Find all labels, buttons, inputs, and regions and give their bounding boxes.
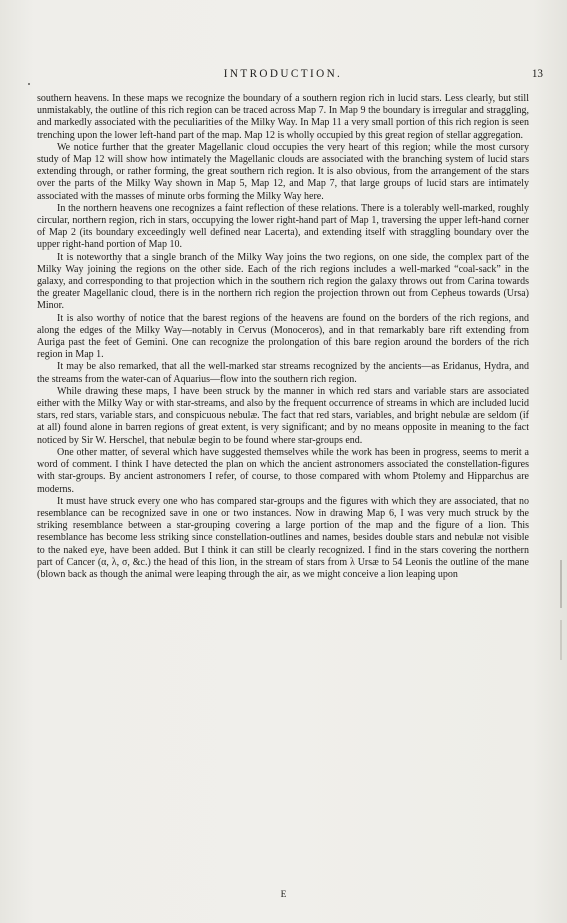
- page-number: 13: [531, 68, 543, 80]
- paragraph: We notice further that the greater Magellanic cloud occupies the very heart of this region; while the most cursory study of Map 12 will show how intimately the Magellanic clouds are associated with the branching system of lucid stars extending through, or rather forming, the great southern rich region. It is also obvious, from the arrangement of the stars over the parts of the Milky Way shown in Map 5, Map 12, and Map 7, that large groups of lucid stars are intimately associated with the masses of minute orbs forming the Milky Way here.: [37, 141, 529, 202]
- page-header: [37, 68, 543, 84]
- paragraph: It may be also remarked, that all the well-marked star streams recognized by the ancients—as Eridanus, Hydra, and the streams from the water-can of Aquarius—flow into the southern rich region.: [37, 361, 529, 385]
- ink-speck: [28, 83, 30, 85]
- page-edge-mark: [560, 620, 562, 660]
- signature-mark: E: [280, 890, 287, 900]
- running-title: INTRODUCTION.: [223, 68, 343, 80]
- paragraph: It is also worthy of notice that the barest regions of the heavens are found on the borders of the rich regions, and along the edges of the Milky Way—notably in Cervus (Monoceros), and in that remarkably bare rift extending from Auriga past the feet of Gemini. One can recognize the prolongation of this bare region around the borders of the rich region in Map 1.: [37, 312, 529, 361]
- paragraph: southern heavens. In these maps we recognize the boundary of a southern region rich in lucid stars. Less clearly, but still unmistakably, the outline of this rich region can be traced across Map 7. In Map 9 the boundary is irregular and straggling, and markedly associated with the peculiarities of the Milky Way. In Map 11 a very small portion of this rich region is seen trenching upon the lower left-hand part of the map. Map 12 is wholly occupied by this great region of stellar aggregation.: [37, 93, 529, 141]
- paragraph: It must have struck every one who has compared star-groups and the figures with which they are associated, that no resemblance can be recognized save in one or two instances. Now in drawing Map 6, I was very much struck by the striking resemblance between a star-grouping covering a large portion of the map and the figure of a lion. This resemblance has become less striking since constellation-outlines and names, besides double stars and nebulæ not visible to the naked eye, have been added. But I think it can still be clearly recognized. I find in the stars covering the northern part of Cancer (α, λ, σ, &c.) the head of this lion, in the stream of stars from λ Ursæ to 54 Leonis the outline of the mane (blown back as though the animal were leaping through the air, as we might conceive a lion leaping upon: [37, 495, 529, 580]
- paragraph: While drawing these maps, I have been struck by the manner in which red stars and variable stars are associated either with the Milky Way or with star-streams, and also by the frequent occurrence of streams in which are included lucid stars, red stars, variable stars, and conspicuous nebulæ. The fact that red stars, variables, and bright nebulæ are seldom (if at all) found alone in barren regions of great extent, is very significant; and by no means opposite in meaning to the fact noticed by Sir W. Herschel, that nebulæ begin to be found where star-groups end.: [37, 385, 529, 446]
- paragraph: In the northern heavens one recognizes a faint reflection of these relations. There is a tolerably well-marked, roughly circular, northern region, rich in stars, occupying the lower right-hand part of Map 1, traversing the upper left-hand corner of Map 2 (its boundary exceedingly well defined near Lacerta), and extending itself with straggling boundary over the upper right-hand portion of Map 10.: [37, 202, 529, 251]
- paragraph: It is noteworthy that a single branch of the Milky Way joins the two regions, on one side, the complex part of the Milky Way joining the regions on the other side. Each of the rich regions includes a well-marked “coal-sack” in the galaxy, and corresponding to that projection which in the southern rich region the galaxy throws out from Carina towards the greater Magellanic cloud, there is in the northern rich region the projection thrown out from Cepheus towards (Ursa) Minor.: [37, 251, 529, 312]
- page-edge-mark: [560, 560, 562, 608]
- body-text: [37, 93, 529, 581]
- paragraph: One other matter, of several which have suggested themselves while the work has been in progress, seems to merit a word of comment. I think I have detected the plan on which the ancient astronomers associated the constellation-figures with star-groups. By ancient astronomers I refer, of course, to those compared with whom Ptolemy and Hipparchus are moderns.: [37, 446, 529, 495]
